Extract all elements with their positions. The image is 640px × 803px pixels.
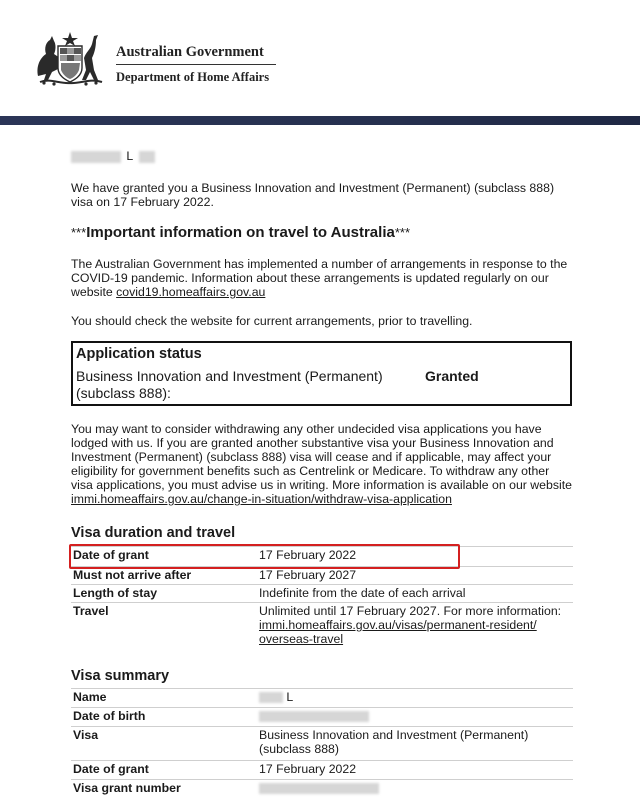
row-label: Visa grant number <box>73 781 181 795</box>
row-value <box>259 728 574 756</box>
header-divider <box>116 64 276 65</box>
application-status-value: Granted <box>425 368 479 384</box>
withdraw-line-2: lodged with us. If you are granted another substantive visa your Business Innovation and <box>71 436 554 450</box>
row-label: Date of grant <box>73 548 149 562</box>
row-label: Must not arrive after <box>73 568 192 582</box>
row-label: Date of grant <box>73 762 149 776</box>
table-row <box>71 584 573 603</box>
application-status-box <box>71 341 572 406</box>
row-value: 17 February 2027 <box>259 568 357 582</box>
heading-stars-right: *** <box>394 225 411 240</box>
row-value <box>259 709 574 723</box>
row-label: Name <box>73 690 107 704</box>
grant-intro-line-2: visa on 17 February 2022. <box>71 195 214 209</box>
letterhead <box>0 0 640 116</box>
withdraw-paragraph <box>71 422 572 506</box>
withdraw-line-1: You may want to consider withdrawing any other undecided visa applications you have <box>71 422 542 436</box>
covid-paragraph <box>71 257 567 299</box>
table-row <box>71 602 573 651</box>
row-label: Date of birth <box>73 709 146 723</box>
important-travel-heading <box>71 224 410 241</box>
overseas-travel-link[interactable]: immi.homeaffairs.gov.au/visas/permanent-resident/ <box>259 618 537 632</box>
row-value <box>259 690 574 704</box>
withdraw-line-5: visa applications, you must advise us in writing. More information is available on our website <box>71 478 572 492</box>
covid-line-1: The Australian Government has implemented a number of arrangements in response to the <box>71 257 568 271</box>
redacted-grant-number <box>259 783 379 794</box>
application-status-title: Application status <box>76 346 202 362</box>
redacted-given-name <box>71 151 121 163</box>
table-row <box>71 760 573 780</box>
visa-subclass: (subclass 888) <box>259 742 339 756</box>
covid-line-3-prefix: website <box>71 285 117 299</box>
withdraw-line-3: Investment (Permanent) (subclass 888) visa will cease and if applicable, may affect your <box>71 450 552 464</box>
salutation <box>71 149 155 163</box>
withdraw-line-4: eligibility for government benefits such as Centrelink or Medicare. To withdraw any other <box>71 464 550 478</box>
table-row <box>71 726 573 761</box>
header-band <box>0 116 640 125</box>
visa-duration-heading: Visa duration and travel <box>71 525 236 541</box>
visa-name: Business Innovation and Investment (Permanent) <box>259 728 529 742</box>
visa-summary-heading: Visa summary <box>71 668 170 684</box>
application-status-visa: Business Innovation and Investment (Permanent) (subclass 888): <box>76 368 383 401</box>
redacted-name <box>259 692 283 703</box>
row-value <box>259 781 574 795</box>
check-website-note: You should check the website for current arrangements, prior to travelling. <box>71 314 473 328</box>
covid-website-link[interactable]: covid19.homeaffairs.gov.au <box>116 285 266 299</box>
grant-intro <box>71 181 554 209</box>
row-value <box>259 604 574 646</box>
row-label: Length of stay <box>73 586 158 600</box>
grant-intro-line-1: We have granted you a Business Innovation and Investment (Permanent) (subclass 888) <box>71 181 555 195</box>
redacted-date-of-birth <box>259 711 369 722</box>
row-label: Travel <box>73 604 109 618</box>
travel-text: Unlimited until 17 February 2027. For more information: <box>259 604 562 618</box>
withdraw-application-link[interactable]: immi.homeaffairs.gov.au/change-in-situation/withdraw-visa-application <box>71 492 452 506</box>
redacted-name-part <box>139 151 155 163</box>
department-name: Department of Home Affairs <box>116 70 270 84</box>
table-row <box>71 779 573 800</box>
overseas-travel-link-cont[interactable]: overseas-travel <box>259 632 344 646</box>
row-value: 17 February 2022 <box>259 762 357 776</box>
row-value: 17 February 2022 <box>259 548 357 562</box>
row-label: Visa <box>73 728 99 742</box>
salutation-initial: L <box>126 149 133 163</box>
covid-line-2: COVID-19 pandemic. Information about these arrangements is updated regularly on our <box>71 271 549 285</box>
heading-stars-left: *** <box>71 225 87 240</box>
government-title: Australian Government <box>116 44 264 60</box>
name-initial: L <box>286 690 294 704</box>
date-of-grant-highlight <box>69 544 460 569</box>
table-row <box>71 707 573 727</box>
table-row <box>71 688 573 708</box>
coat-of-arms-icon <box>30 28 110 88</box>
row-value: Indefinite from the date of each arrival <box>259 586 466 600</box>
heading-text: Important information on travel to Australia <box>86 224 395 241</box>
